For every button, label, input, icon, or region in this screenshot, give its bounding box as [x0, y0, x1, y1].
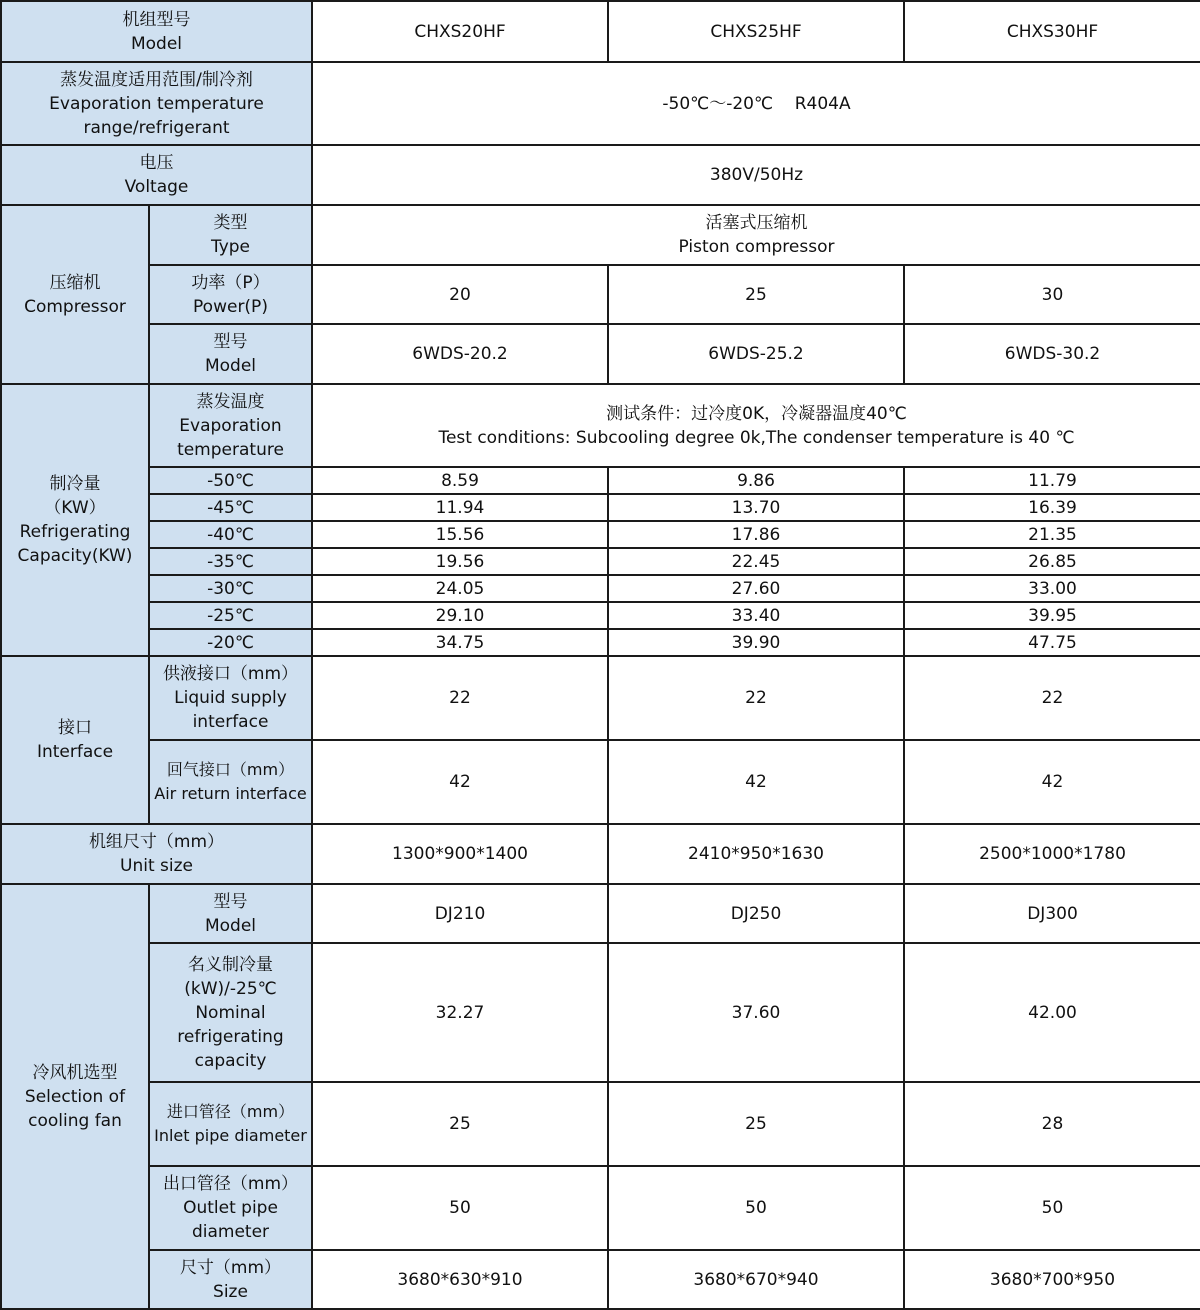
liquid-supply-label-en-2: interface	[192, 712, 269, 732]
capacity-value: 29.10	[312, 602, 608, 629]
capacity-row	[1, 467, 1200, 494]
compressor-type-value-en: Piston compressor	[678, 237, 835, 257]
unit-size-label-en: Unit size	[120, 856, 193, 876]
capacity-label-zh: 制冷量	[49, 474, 101, 494]
air-return-label	[149, 740, 312, 824]
fan-capacity-value-1: 32.27	[312, 943, 608, 1082]
cooling-fan-label-zh: 冷风机选型	[32, 1062, 118, 1083]
compressor-power-value-1: 20	[312, 265, 608, 324]
capacity-group-label	[1, 384, 149, 656]
capacity-row	[1, 575, 1200, 602]
capacity-value: 17.86	[608, 521, 904, 548]
voltage-value: 380V/50Hz	[312, 145, 1200, 205]
capacity-value: 39.90	[608, 629, 904, 656]
outlet-pipe-label-en-1: Outlet pipe	[183, 1198, 278, 1218]
compressor-label-en: Compressor	[24, 296, 126, 317]
unit-size-value-1: 1300*900*1400	[312, 824, 608, 884]
voltage-label-cell	[1, 145, 312, 205]
evap-range-label-cell	[1, 62, 312, 145]
compressor-label-zh: 压缩机	[49, 272, 101, 293]
cooling-fan-label-en-1: Selection of	[24, 1086, 126, 1107]
compressor-type-value	[312, 205, 1200, 265]
inlet-pipe-label-en: Inlet pipe diameter	[154, 1126, 307, 1145]
capacity-temp: -25℃	[149, 602, 312, 629]
capacity-label-en-2: Capacity(KW)	[17, 546, 133, 566]
unit-size-label-zh: 机组尺寸（mm）	[88, 832, 225, 852]
capacity-value: 27.60	[608, 575, 904, 602]
capacity-value: 13.70	[608, 494, 904, 521]
fan-size-label	[149, 1250, 312, 1309]
capacity-value: 33.00	[904, 575, 1200, 602]
capacity-value: 11.94	[312, 494, 608, 521]
cooling-fan-label-en-2: cooling fan	[28, 1110, 122, 1131]
compressor-group-label	[1, 205, 149, 384]
fan-model-label	[149, 884, 312, 943]
compressor-model-value-3: 6WDS-30.2	[904, 324, 1200, 384]
outlet-pipe-value-2: 50	[608, 1166, 904, 1250]
liquid-supply-label-zh: 供液接口（mm）	[162, 664, 299, 684]
test-conditions-zh: 测试条件：过冷度0K，冷凝器温度40℃	[606, 403, 907, 424]
inlet-pipe-label	[149, 1082, 312, 1166]
compressor-power-label-en: Power(P)	[193, 296, 268, 317]
evap-range-label-zh: 蒸发温度适用范围/制冷剂	[60, 69, 253, 90]
capacity-label-unit: （KW）	[44, 498, 106, 518]
evap-temp-label-en-2: temperature	[177, 439, 284, 460]
capacity-value: 34.75	[312, 629, 608, 656]
capacity-value: 26.85	[904, 548, 1200, 575]
liquid-supply-label-en-1: Liquid supply	[174, 688, 287, 708]
fan-model-label-en: Model	[204, 915, 257, 936]
fan-model-value-1: DJ210	[312, 884, 608, 943]
inlet-pipe-value-3: 28	[904, 1082, 1200, 1166]
fan-model-label-zh: 型号	[213, 891, 248, 912]
unit-size-value-3: 2500*1000*1780	[904, 824, 1200, 884]
model-label-zh: 机组型号	[122, 9, 191, 30]
liquid-supply-label	[149, 656, 312, 740]
fan-capacity-label: 名义制冷量(kW)/-25℃ Nominal refrigerating capacity	[149, 943, 312, 1082]
compressor-power-value-3: 30	[904, 265, 1200, 324]
capacity-value: 39.95	[904, 602, 1200, 629]
fan-size-value-2: 3680*670*940	[608, 1250, 904, 1309]
inlet-pipe-label-zh: 进口管径（mm）	[166, 1102, 295, 1121]
air-return-value-2: 42	[608, 740, 904, 824]
capacity-value: 8.59	[312, 467, 608, 494]
compressor-type-value-zh: 活塞式压缩机	[705, 213, 808, 233]
interface-label-zh: 接口	[58, 718, 92, 738]
capacity-temp: -50℃	[149, 467, 312, 494]
compressor-model-value-2: 6WDS-25.2	[608, 324, 904, 384]
capacity-temp: -30℃	[149, 575, 312, 602]
compressor-model-row	[1, 324, 1200, 384]
compressor-type-label-zh: 类型	[213, 213, 248, 233]
evap-range-label-en-2: range/refrigerant	[83, 117, 230, 138]
air-return-label-zh: 回气接口（mm）	[166, 760, 295, 779]
evap-range-value: -50℃～-20℃ R404A	[312, 62, 1200, 145]
unit-size-value-2: 2410*950*1630	[608, 824, 904, 884]
outlet-pipe-row	[1, 1166, 1200, 1250]
model-value-1: CHXS20HF	[312, 1, 608, 62]
model-value-3: CHXS30HF	[904, 1, 1200, 62]
fan-capacity-value-3: 42.00	[904, 943, 1200, 1082]
capacity-row	[1, 602, 1200, 629]
air-return-value-3: 42	[904, 740, 1200, 824]
air-return-label-en: Air return interface	[154, 784, 307, 803]
compressor-power-row	[1, 265, 1200, 324]
outlet-pipe-label-zh: 出口管径（mm）	[162, 1174, 299, 1194]
capacity-row	[1, 521, 1200, 548]
compressor-model-label-en: Model	[204, 356, 257, 376]
capacity-temp: -35℃	[149, 548, 312, 575]
test-conditions	[312, 384, 1200, 467]
evap-temp-label	[149, 384, 312, 467]
voltage-label-en: Voltage	[124, 177, 189, 197]
compressor-power-label-zh: 功率（P）	[191, 272, 270, 293]
fan-size-row	[1, 1250, 1200, 1309]
capacity-value: 9.86	[608, 467, 904, 494]
fan-model-value-3: DJ300	[904, 884, 1200, 943]
test-conditions-en: Test conditions: Subcooling degree 0k,The condenser temperature is 40 ℃	[438, 427, 1075, 448]
evap-range-row	[1, 62, 1200, 145]
capacity-temp: -45℃	[149, 494, 312, 521]
interface-group-label	[1, 656, 149, 824]
model-label-cell	[1, 1, 312, 62]
unit-size-row	[1, 824, 1200, 884]
inlet-pipe-value-2: 25	[608, 1082, 904, 1166]
fan-size-value-1: 3680*630*910	[312, 1250, 608, 1309]
compressor-type-row	[1, 205, 1200, 265]
outlet-pipe-value-1: 50	[312, 1166, 608, 1250]
outlet-pipe-label	[149, 1166, 312, 1250]
fan-size-label-zh: 尺寸（mm）	[179, 1257, 282, 1278]
cooling-fan-group-label	[1, 884, 149, 1309]
capacity-value: 22.45	[608, 548, 904, 575]
evap-temp-label-zh: 蒸发温度	[196, 391, 265, 412]
air-return-row	[1, 740, 1200, 824]
outlet-pipe-value-3: 50	[904, 1166, 1200, 1250]
capacity-value: 47.75	[904, 629, 1200, 656]
liquid-supply-row	[1, 656, 1200, 740]
fan-size-label-en: Size	[213, 1281, 248, 1302]
compressor-model-label-zh: 型号	[213, 332, 248, 352]
capacity-value: 16.39	[904, 494, 1200, 521]
compressor-model-value-1: 6WDS-20.2	[312, 324, 608, 384]
evap-temp-label-en-1: Evaporation	[179, 415, 282, 436]
evap-range-label-en-1: Evaporation temperature	[49, 93, 264, 114]
compressor-type-label-en: Type	[210, 237, 251, 257]
air-return-value-1: 42	[312, 740, 608, 824]
unit-size-label-cell	[1, 824, 312, 884]
capacity-value: 33.40	[608, 602, 904, 629]
capacity-temp: -40℃	[149, 521, 312, 548]
liquid-supply-value-2: 22	[608, 656, 904, 740]
fan-size-value-3: 3680*700*950	[904, 1250, 1200, 1309]
capacity-temp: -20℃	[149, 629, 312, 656]
capacity-row	[1, 629, 1200, 656]
fan-capacity-value-2: 37.60	[608, 943, 904, 1082]
liquid-supply-value-1: 22	[312, 656, 608, 740]
compressor-model-label	[149, 324, 312, 384]
capacity-row	[1, 494, 1200, 521]
capacity-label-en-1: Refrigerating	[19, 522, 131, 542]
capacity-row	[1, 548, 1200, 575]
capacity-value: 24.05	[312, 575, 608, 602]
compressor-type-label	[149, 205, 312, 265]
capacity-value: 11.79	[904, 467, 1200, 494]
capacity-header-row	[1, 384, 1200, 467]
model-label-en: Model	[130, 33, 183, 54]
fan-capacity-row	[1, 943, 1200, 1082]
model-row	[1, 1, 1200, 62]
liquid-supply-value-3: 22	[904, 656, 1200, 740]
fan-model-row	[1, 884, 1200, 943]
inlet-pipe-value-1: 25	[312, 1082, 608, 1166]
capacity-value: 21.35	[904, 521, 1200, 548]
inlet-pipe-row	[1, 1082, 1200, 1166]
capacity-value: 15.56	[312, 521, 608, 548]
outlet-pipe-label-en-2: diameter	[191, 1222, 270, 1242]
interface-label-en: Interface	[36, 742, 114, 762]
fan-model-value-2: DJ250	[608, 884, 904, 943]
voltage-label-zh: 电压	[139, 153, 174, 173]
capacity-value: 19.56	[312, 548, 608, 575]
compressor-power-value-2: 25	[608, 265, 904, 324]
model-value-2: CHXS25HF	[608, 1, 904, 62]
voltage-row	[1, 145, 1200, 205]
compressor-power-label	[149, 265, 312, 324]
